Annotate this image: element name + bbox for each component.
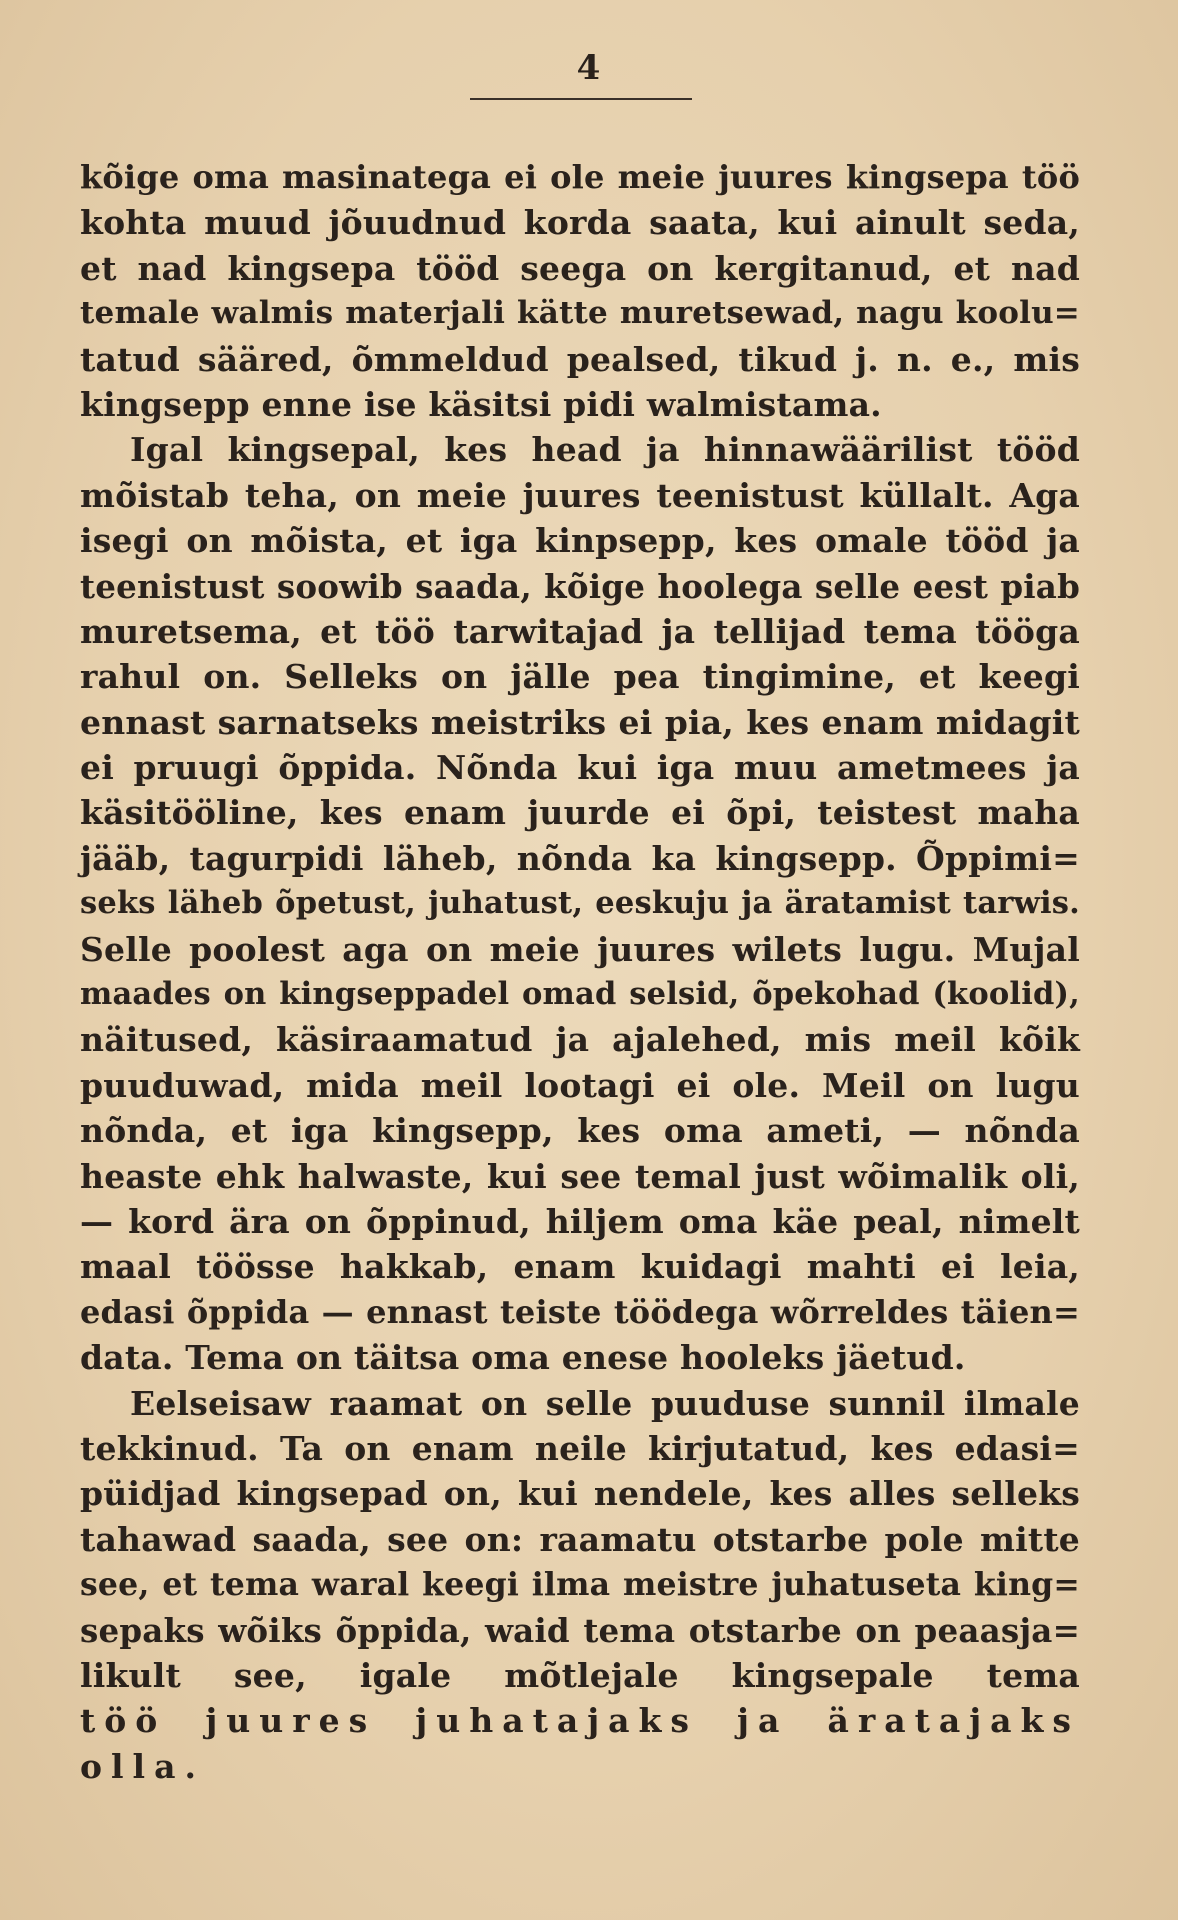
text-line: maal töösse hakkab, enam kuidagi mahti ei leia,	[80, 1247, 1080, 1287]
text-line: jääb, tagurpidi läheb, nõnda ka kingsepp. Õppimi=	[80, 838, 1080, 878]
text-line: maades on kingseppadel omad selsid, õpekohad (koolid),	[80, 976, 1080, 1013]
text-line: puuduwad, mida meil lootagi ei ole. Meil on lugu	[80, 1065, 1080, 1105]
text-line: kohta muud jõuudnud korda saata, kui ainult seda,	[80, 203, 1080, 243]
text-line: ei pruugi õppida. Nõnda kui iga muu ametmees ja	[80, 748, 1080, 788]
text-line: et nad kingsepa tööd seega on kergitanud, et nad	[80, 248, 1080, 288]
text-line: mõistab teha, on meie juures teenistust küllalt. Aga	[80, 475, 1080, 515]
text-line: isegi on mõista, et iga kinpsepp, kes omale tööd ja	[80, 521, 1080, 561]
text-line: muretsema, et töö tarwitajad ja tellijad tema tööga	[80, 611, 1080, 651]
text-line: näitused, käsiraamatud ja ajalehed, mis meil kõik	[80, 1020, 1080, 1060]
text-line: — kord ära on õppinud, hiljem oma käe peal, nimelt	[80, 1201, 1080, 1241]
text-line: püidjad kingsepad on, kui nendele, kes alles selleks	[80, 1474, 1080, 1514]
text-line: tahawad saada, see on: raamatu otstarbe pole mitte	[80, 1519, 1080, 1559]
text-line: data. Tema on täitsa oma enese hooleks jäetud.	[80, 1338, 966, 1378]
text-line: seks läheb õpetust, juhatust, eeskuju ja äratamist tarwis.	[80, 885, 1080, 922]
text-line: temale walmis materjali kätte muretsewad, nagu koolu=	[80, 295, 1080, 332]
text-line: likult see, igale mõtlejale kingsepale tema	[80, 1655, 1080, 1695]
text-line: sepaks wõiks õppida, waid tema otstarbe on peaasja=	[80, 1610, 1080, 1650]
text-line: Eelseisaw raamat on selle puuduse sunnil ilmale	[130, 1383, 1080, 1423]
text-line: teenistust soowib saada, kõige hoolega selle eest piab	[80, 566, 1080, 606]
text-line: nõnda, et iga kingsepp, kes oma ameti, — nõnda	[80, 1111, 1080, 1151]
text-line: heaste ehk halwaste, kui see temal just wõimalik oli,	[80, 1156, 1080, 1196]
text-line: rahul on. Selleks on jälle pea tingimine, et keegi	[80, 657, 1080, 697]
text-line: kingsepp enne ise käsitsi pidi walmistama.	[80, 384, 882, 424]
text-line: edasi õppida — ennast teiste töödega wõrreldes täien=	[80, 1292, 1080, 1331]
text-line: kõige oma masinatega ei ole meie juures kingsepa töö	[80, 158, 1080, 196]
body-text	[80, 155, 1080, 1789]
text-line: tekkinud. Ta on enam neile kirjutatud, kes edasi=	[80, 1428, 1080, 1468]
page-number: 4	[576, 48, 602, 88]
text-line: olla.	[80, 1746, 205, 1786]
text-line: käsitööline, kes enam juurde ei õpi, teistest maha	[80, 793, 1080, 833]
text-line: Igal kingsepal, kes head ja hinnawäärilist tööd	[130, 430, 1080, 470]
header-rule	[470, 98, 692, 100]
text-line: Selle poolest aga on meie juures wilets lugu. Mujal	[80, 929, 1080, 969]
text-line: ennast sarnatseks meistriks ei pia, kes enam midagit	[80, 702, 1080, 742]
text-line: tatud sääred, õmmeldud pealsed, tikud j. n. e., mis	[80, 339, 1080, 379]
text-line: see, et tema waral keegi ilma meistre juhatuseta king=	[80, 1566, 1080, 1604]
text-line: töö juures juhatajaks ja äratajaks	[80, 1701, 1080, 1741]
